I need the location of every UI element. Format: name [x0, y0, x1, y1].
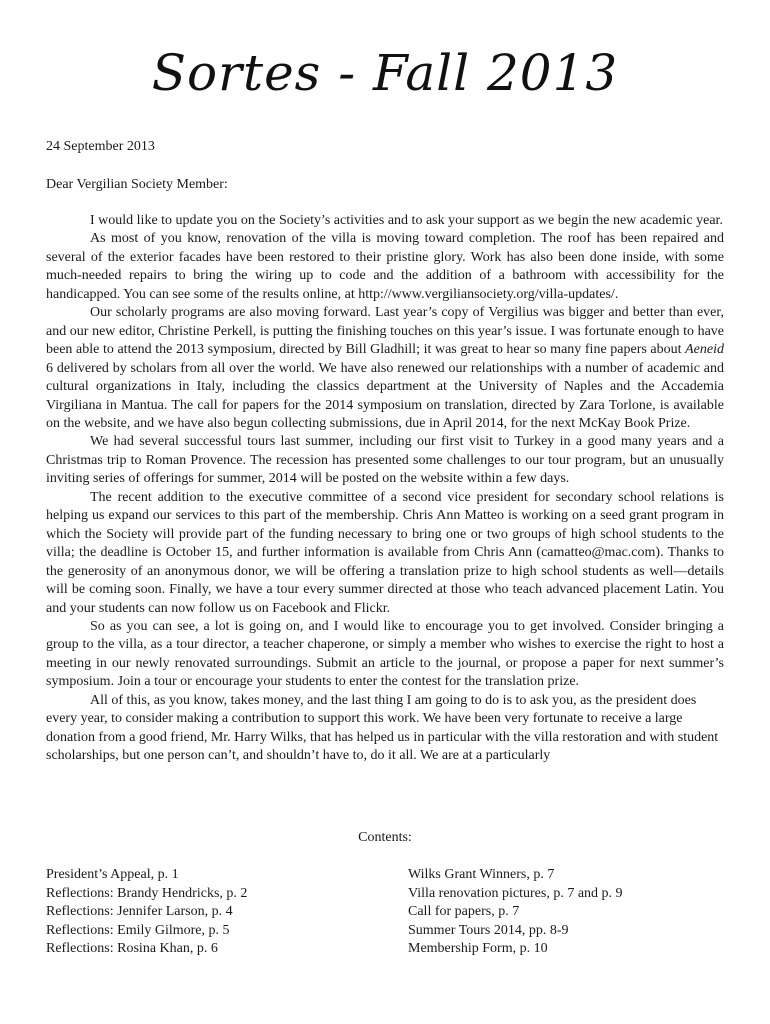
letter-paragraph-scholarly	[46, 304, 724, 433]
contents-item: President’s Appeal, p. 1	[46, 867, 179, 882]
contents-item: Membership Form, p. 10	[408, 941, 548, 956]
letter-text: Our scholarly programs are also moving forward. Last year’s copy of Vergilius was bigger and better than ever, and our new editor, Christine Perkell, is putting the finishing touches on this year’s issue. I was fortunate enough to have been able to attend the 2013 symposium, directed by Bill Gladhill; it was great to hear so many fine papers about	[46, 305, 724, 358]
aeneid-title: Aeneid	[685, 342, 724, 358]
letter-body	[46, 212, 724, 766]
letter-paragraph-villa: As most of you know, renovation of the villa is moving toward completion. The roof has been repaired and several of the exterior facades have been restored to their pristine glory. Work has also been done inside, with some much-needed repairs to bring the wiring up to code and the addition of a bathroom with accessibility for the handicapped. You can see some of the results online, at http://www.vergiliansociety.org/villa-updates/.	[46, 231, 724, 302]
contents-item: Villa renovation pictures, p. 7 and p. 9	[408, 885, 623, 901]
contents-item: Summer Tours 2014, pp. 8-9	[408, 922, 569, 938]
contents-item: Reflections: Jennifer Larson, p. 4	[46, 904, 233, 919]
letter-paragraph-secondary-schools: The recent addition to the executive committee of a second vice president for secondary school relations is helping us expand our services to this part of the membership. Chris Ann Matteo is working on a seed grant program in which the Society will provide part of the funding necessary to bring one or two groups of high school students to the villa; the deadline is October 15, and further information is available from Chris Ann (camatteo@mac.com). Thanks to the generosity of an anonymous donor, we will be offering a translation prize to high school students as well—details will be coming soon. Finally, we have a tour every summer directed at those who teach advanced placement Latin. You and your students can now follow us on Facebook and Flickr.	[46, 489, 724, 616]
contents-heading: Contents:	[358, 830, 412, 845]
newsletter-title: Sortes - Fall 2013	[151, 44, 619, 102]
letter-paragraph-tours: We had several successful tours last summer, including our first visit to Turkey in a good many years and a Christmas trip to Roman Provence. The recession has presented some challenges to our tour program, but an unusually inviting series of offerings for summer, 2014 will be posted on the website within a few days.	[46, 434, 724, 487]
contents-item: Reflections: Brandy Hendricks, p. 2	[46, 885, 248, 901]
contents-item: Call for papers, p. 7	[408, 904, 520, 919]
letter-date: 24 September 2013	[46, 139, 155, 154]
letter-text: 6 delivered by scholars from all over the world. We have also renewed our relationships with a number of academic and cultural organizations in Italy, including the classics department at the University of Naples and the Accademia Virgiliana in Mantua. The call for papers for the 2014 symposium on translation, directed by Zara Torlone, is available on the website, and we have also begun collecting submissions, due in April 2014, for the next McKay Book Prize.	[46, 360, 724, 431]
contents-item: Reflections: Rosina Khan, p. 6	[46, 941, 218, 956]
contents-item: Reflections: Emily Gilmore, p. 5	[46, 922, 230, 938]
letter-paragraph-intro: I would like to update you on the Society’s activities and to ask your support as we begin the new academic year.	[90, 213, 723, 228]
contents-item: Wilks Grant Winners, p. 7	[408, 867, 555, 882]
letter-paragraph-appeal: All of this, as you know, takes money, and the last thing I am going to do is to ask you, as the president does every year, to consider making a contribution to support this work. We have been very fortunate to receive a large donation from a good friend, Mr. Harry Wilks, that has helped us in particular with the villa restoration and with student scholarships, but one person can’t, and shouldn’t have to, do it all. We are at a particularly	[46, 692, 719, 764]
letter-paragraph-get-involved: So as you can see, a lot is going on, and I would like to encourage you to get involved. Consider bringing a group to the villa, as a tour director, a teacher chaperone, or simply a member who wishes to exercise the right to host a meeting in our newly renovated surroundings. Submit an article to the journal, or propose a paper for next summer’s symposium. Join a tour or encourage your students to enter the contest for the translation prize.	[46, 618, 724, 690]
contents-list-left	[46, 866, 376, 959]
letter-salutation: Dear Vergilian Society Member:	[46, 177, 228, 192]
contents-list-right	[408, 866, 738, 959]
